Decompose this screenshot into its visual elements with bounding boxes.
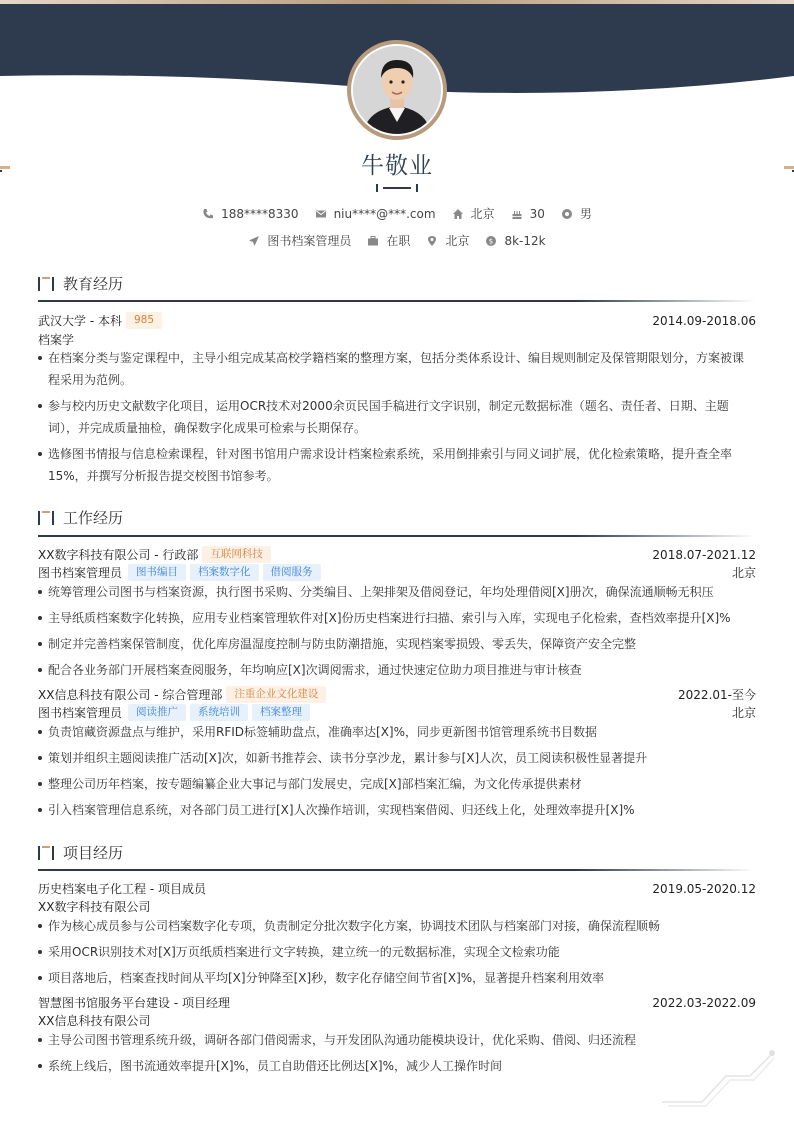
education-bullet: [38, 395, 756, 439]
salary-text: 8k-12k: [504, 233, 546, 248]
school-tag: 985: [126, 312, 162, 329]
bullet-text: 程采用为范例。: [48, 373, 133, 387]
age-text: 30: [529, 206, 545, 221]
mail-icon: [315, 208, 327, 220]
bullet-text: 选修图书情报与信息检索课程，针对图书馆用户需求设计档案检索系统，采用倒排索引与同义词扩展，优化检索策略，提升查全率: [48, 447, 733, 461]
gender-icon: [561, 208, 573, 220]
bullet-text: 负责馆藏资源盘点与维护，采用RFID标签辅助盘点，准确率达[X]%，同步更新图书馆管理系统书目数据: [48, 725, 598, 739]
position-item: [248, 232, 351, 249]
bullet-text: 作为核心成员参与公司档案数字化专项，负责制定分批次数字化方案，协调技术团队与档案部门对接，确保流程顺畅: [48, 919, 661, 933]
gender-text: 男: [579, 207, 592, 221]
education-bullet: [38, 443, 756, 487]
bullet-text: 引入档案管理信息系统，对各部门员工进行[X]人次操作培训，实现档案借阅、归还线上化，处理效率提升[X]%: [48, 803, 635, 817]
bullet-text: 策划并组织主题阅读推广活动[X]次，如新书推荐会、读书分享沙龙，累计参与[X]人次，员工阅读积极性显著提升: [48, 751, 648, 765]
bullet-text: 系统上线后，图书流通效率提升[X]%，员工自助借还比例达[X]%，减少人工操作时间: [48, 1059, 502, 1073]
project-date: 2022.03-2022.09: [652, 995, 756, 1010]
phone-item: [202, 207, 298, 221]
project-bullet: [38, 915, 756, 937]
project-company: XX信息科技有限公司: [38, 1014, 151, 1028]
salary-item: [485, 234, 545, 248]
company-name: XX信息科技有限公司 - 综合管理部: [38, 688, 223, 702]
avatar-photo: [353, 46, 441, 134]
project-title: 历史档案电子化工程 - 项目成员: [38, 882, 206, 896]
company-tag: 互联网科技: [202, 546, 271, 563]
bullet-text: 采用OCR识别技术对[X]万页纸质档案进行文字转换，建立统一的元数据标准，实现全文检索功能: [48, 945, 560, 959]
section-marker-icon: [38, 511, 56, 525]
project-section-title: [38, 842, 123, 863]
work-bullet: [38, 721, 756, 743]
bullet-text: 主导公司图书管理系统升级，调研各部门借阅需求，与开发团队沟通功能模块设计，优化采购、借阅、归还流程: [48, 1033, 637, 1047]
role-tag: 档案整理: [252, 704, 310, 721]
home-icon: [452, 208, 464, 220]
avatar: [347, 40, 447, 140]
target-city-item: [426, 232, 469, 249]
project-bullet: [38, 1029, 756, 1051]
project-bullet: [38, 941, 756, 963]
project-bullet: [38, 1055, 756, 1077]
education-date: 2014.09-2018.06: [652, 313, 756, 328]
phone-icon: [202, 208, 214, 220]
work-bullet: [38, 581, 756, 603]
work-date: 2022.01-至今: [678, 688, 756, 702]
work-bullet: [38, 773, 756, 795]
bullet-text: 主导纸质档案数字化转换，应用专业档案管理软件对[X]份历史档案进行扫描、索引与入库，实现电子化检索，查档效率提升[X]%: [48, 611, 731, 625]
project-company: XX数字科技有限公司: [38, 900, 151, 914]
work-date: 2018.07-2021.12: [652, 547, 756, 562]
role-name: 图书档案管理员: [38, 566, 123, 580]
project-title: 智慧图书馆服务平台建设 - 项目经理: [38, 996, 230, 1010]
bullet-text: 制定并完善档案保管制度，优化库房温湿度控制与防虫防潮措施，实现档案零损毁、零丢失，保障资产安全完整: [48, 637, 637, 651]
role-tag: 档案数字化: [190, 564, 259, 581]
email-text: niu****@***.com: [333, 206, 436, 221]
education-section-title: [38, 273, 123, 294]
bullet-text: 整理公司历年档案，按专题编纂企业大事记与部门发展史，完成[X]部档案汇编，为文化传承提供素材: [48, 777, 582, 791]
work-bullet: [38, 659, 756, 681]
education-heading: 教育经历: [63, 275, 124, 293]
work-bullet: [38, 747, 756, 769]
corner-line-ornament: [660, 1048, 780, 1108]
bullet-text: 项目落地后，档案查找时间从平均[X]分钟降至[X]秒，数字化存储空间节省[X]%，显著提升档案利用效率: [48, 971, 605, 985]
bullet-text: 词），并完成质量抽检，确保数字化成果可检索与长期保存。: [48, 421, 367, 435]
bullet-text: 在档案分类与鉴定课程中，主导小组完成某高校学籍档案的整理方案，包括分类体系设计、编目规则制定及保管期限划分，方案被课: [48, 351, 745, 365]
bullet-text: 15%，并撰写分析报告提交校图书馆参考。: [48, 469, 279, 483]
project-entry-header: [38, 880, 756, 897]
target-city-text: 北京: [445, 234, 470, 248]
education-divider: [38, 300, 756, 302]
cake-icon: [511, 208, 523, 220]
project-divider: [38, 869, 756, 871]
phone-text: 188****8330: [221, 206, 299, 221]
job-intent-row: [0, 232, 794, 249]
bullet-text: 统筹管理公司图书与档案资源，执行图书采购、分类编目、上架排架及借阅登记，年均处理借阅[X]册次，确保流通顺畅无积压: [48, 585, 714, 599]
work-bullet: [38, 633, 756, 655]
education-bullet: [38, 347, 756, 391]
email-item: [315, 207, 436, 221]
svg-text:$: $: [489, 237, 494, 245]
home-city-item: [452, 205, 495, 222]
bullet-text: 配合各业务部门开展档案查阅服务，年均响应[X]次调阅需求，通过快速定位助力项目推进与审计核查: [48, 663, 582, 677]
major-name: 档案学: [38, 333, 75, 347]
school-name: 武汉大学 - 本科: [38, 314, 122, 328]
work-role-row: [38, 564, 756, 581]
work-bullet: [38, 607, 756, 629]
send-icon: [248, 235, 260, 247]
home-city-text: 北京: [470, 207, 495, 221]
contact-info-row: [0, 205, 794, 222]
company-name: XX数字科技有限公司 - 行政部: [38, 548, 199, 562]
project-entry-header: [38, 994, 756, 1011]
education-entry-header: [38, 312, 756, 329]
status-item: [367, 232, 410, 249]
project-heading: 项目经历: [63, 844, 124, 862]
briefcase-icon: [367, 235, 379, 247]
age-item: [511, 207, 545, 221]
project-bullet: [38, 967, 756, 989]
work-role-row: [38, 704, 756, 721]
candidate-name: 牛敬业: [361, 153, 433, 179]
status-text: 在职: [386, 234, 411, 248]
education-major-row: [38, 331, 756, 348]
work-entry-header: [38, 546, 756, 563]
bullet-text: 参与校内历史文献数字化项目，运用OCR技术对2000余页民国手稿进行文字识别，制定元数据标准（题名、责任者、日期、主题: [48, 399, 729, 413]
project-date: 2019.05-2020.12: [652, 881, 756, 896]
company-tag: 注重企业文化建设: [226, 686, 326, 703]
position-text: 图书档案管理员: [267, 234, 352, 248]
work-bullet: [38, 799, 756, 821]
gender-item: [561, 205, 592, 222]
section-marker-icon: [38, 277, 56, 291]
work-divider: [38, 535, 756, 537]
work-city: 北京: [731, 706, 756, 720]
project-company-row: [38, 1012, 756, 1029]
role-tag: 阅读推广: [128, 704, 186, 721]
name-divider-ornament: [375, 183, 419, 193]
location-pin-icon: [426, 235, 438, 247]
role-tag: 借阅服务: [263, 564, 321, 581]
work-city: 北京: [731, 566, 756, 580]
work-section-title: [38, 507, 123, 528]
role-tag: 图书编目: [128, 564, 186, 581]
money-icon: [485, 235, 497, 247]
section-marker-icon: [38, 846, 56, 860]
work-heading: 工作经历: [63, 509, 124, 527]
role-tag: 系统培训: [190, 704, 248, 721]
work-entry-header: [38, 686, 756, 703]
role-name: 图书档案管理员: [38, 706, 123, 720]
project-company-row: [38, 898, 756, 915]
